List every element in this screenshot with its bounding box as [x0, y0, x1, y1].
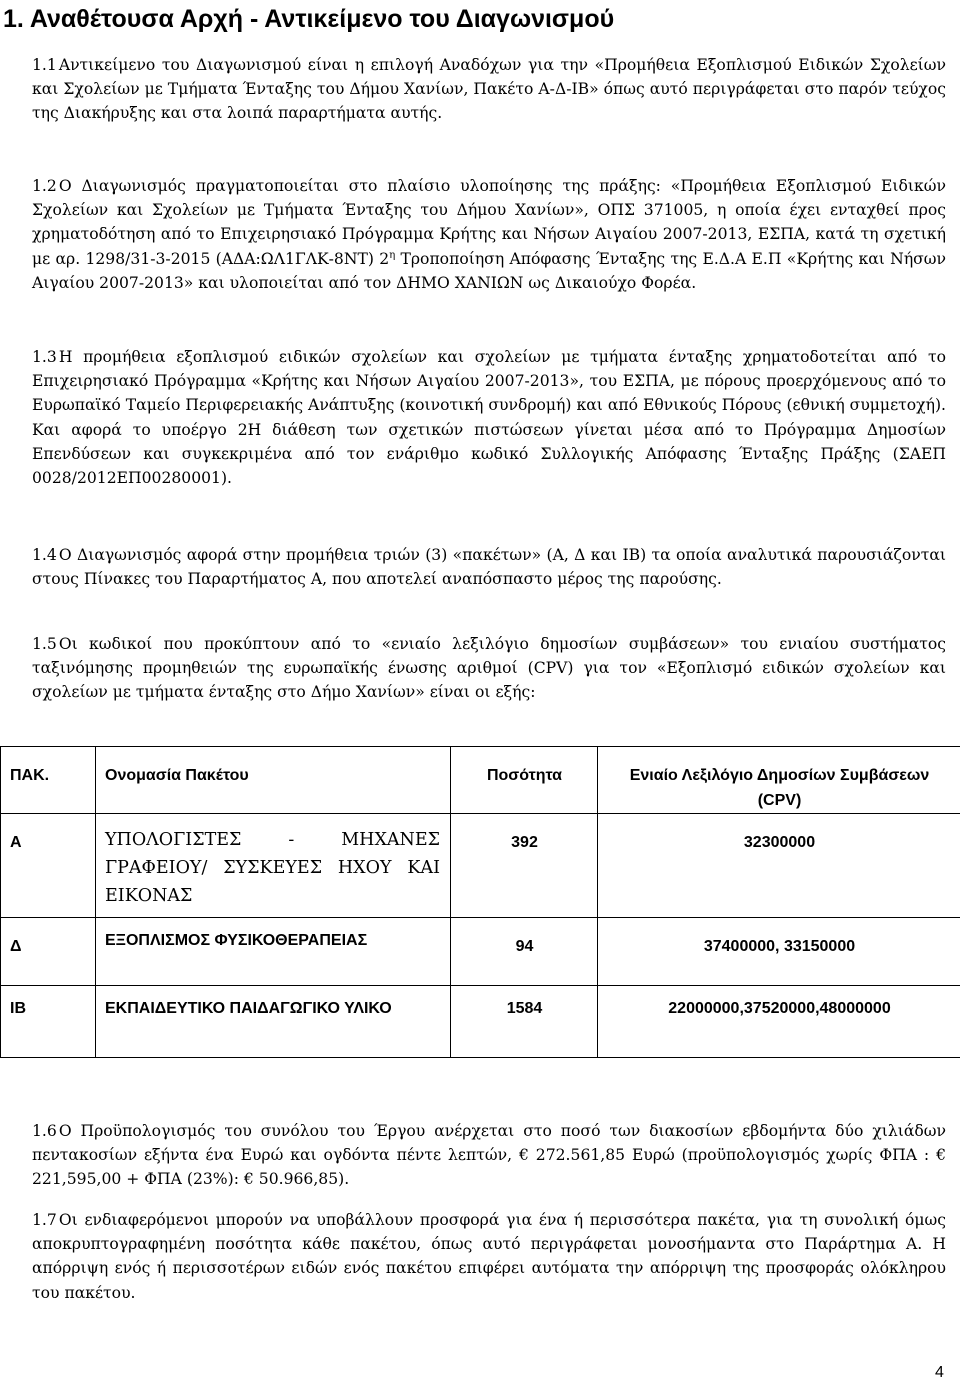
section-title: 1. Αναθέτουσα Αρχή - Αντικείμενο του Διαγωνισμού [3, 5, 615, 33]
paragraph-number: 1.1 [32, 56, 57, 74]
cell-qty: 94 [451, 918, 598, 986]
cell-qty: 392 [451, 814, 598, 918]
paragraph-number: 1.2 [32, 177, 57, 195]
cell-cpv: 37400000, 33150000 [598, 918, 960, 986]
paragraph-number: 1.4 [32, 546, 57, 564]
cell-pak: ΙΒ [1, 986, 96, 1058]
paragraph-text: Οι κωδικοί που προκύπτουν από το «ενιαίο λεξιλόγιο δημοσίων συμβάσεων» του ενιαίου συστήματος ταξινόμησης προμηθειών της ευρωπαϊκής ένωσης αριθμοί (CPV) για τον «Εξοπλισμό ειδικών σχολείων και σχολείων με τμήματα ένταξης στο Δήμο Χανίων» είναι οι εξής: [32, 635, 946, 702]
cpv-table [0, 746, 960, 1058]
paragraph-1-3 [32, 345, 946, 490]
cell-name: ΥΠΟΛΟΓΙΣΤΕΣ - ΜΗΧΑΝΕΣ ΓΡΑΦΕΙΟΥ/ ΣΥΣΚΕΥΕΣ ΗΧΟΥ ΚΑΙ ΕΙΚΟΝΑΣ [96, 814, 451, 918]
paragraph-number: 1.3 [32, 348, 57, 366]
cell-pak: Α [1, 814, 96, 918]
cell-name: ΕΞΟΠΛΙΣΜΟΣ ΦΥΣΙΚΟΘΕΡΑΠΕΙΑΣ [96, 918, 451, 986]
cell-cpv: 32300000 [598, 814, 960, 918]
paragraph-number: 1.5 [32, 635, 57, 653]
superscript: η [389, 249, 396, 261]
paragraph-1-5 [32, 632, 946, 705]
table-row [1, 814, 960, 918]
paragraph-1-2 [32, 174, 946, 295]
paragraph-1-6 [32, 1119, 946, 1192]
paragraph-text: Αντικείμενο του Διαγωνισμού είναι η επιλογή Αναδόχων για την «Προμήθεια Εξοπλισμού Ειδικών Σχολείων και Σχολείων με Τμήματα Ένταξης του Δήμου Χανίων, Πακέτο Α-Δ-ΙΒ» όπως αυτό περιγράφεται στο παρόν τεύχος της Διακήρυξης και στα λοιπά παραρτήματα αυτής. [32, 56, 946, 123]
paragraph-text: Οι ενδιαφερόμενοι μπορούν να υποβάλλουν προσφορά για ένα ή περισσότερα πακέτα, για τη συνολική όμως αποκρυπτογραφημένη ποσότητα κάθε πακέτου, όπως αυτό περιγράφεται μονοσήμαντα στο Παράρτημα Α. Η απόρριψη ενός ή περισσοτέρων ειδών ενός πακέτου επιφέρει αυτόματα την απόρριψη της προσφοράς ολόκληρου του πακέτου. [32, 1211, 946, 1302]
table-header-row [1, 747, 960, 814]
cell-pak: Δ [1, 918, 96, 986]
paragraph-number: 1.6 [32, 1122, 57, 1140]
paragraph-text: Η προμήθεια εξοπλισμού ειδικών σχολείων και σχολείων με τμήματα ένταξης χρηματοδοτείται από το Επιχειρησιακό Πρόγραμμα «Κρήτης και Νήσων Αιγαίου 2007-2013», του ΕΣΠΑ, με πόρους προερχόμενους από το Ευρωπαϊκό Ταμείο Περιφερειακής Ανάπτυξης (κοινοτική συνδρομή) και από Εθνικούς Πόρους (εθνική συμμετοχή). Και αφορά το υποέργο 2Η διάθεση των σχετικών πιστώσεων γίνεται μέσα από το Πρόγραμμα Δημοσίων Επενδύσεων και συγκεκριμένα από τον ενάριθμο κωδικό Συλλογικής Απόφασης Ένταξης Πράξης (ΣΑΕΠ 0028/2012ΕΠ00280001). [32, 348, 946, 488]
header-name: Ονομασία Πακέτου [96, 747, 451, 814]
paragraph-1-4 [32, 543, 946, 591]
cell-cpv: 22000000,37520000,48000000 [598, 986, 960, 1058]
cell-name: ΕΚΠΑΙΔΕΥΤΙΚΟ ΠΑΙΔΑΓΩΓΙΚΟ ΥΛΙΚΟ [96, 986, 451, 1058]
header-cpv: Ενιαίο Λεξιλόγιο Δημοσίων Συμβάσεων (CPV) [598, 747, 960, 814]
paragraph-text: Ο Διαγωνισμός αφορά στην προμήθεια τριών (3) «πακέτων» (Α, Δ και ΙΒ) τα οποία αναλυτικά παρουσιάζονται στους Πίνακες του Παραρτήματος Α, που αποτελεί αναπόσπαστο μέρος της παρούσης. [32, 546, 946, 589]
paragraph-1-1 [32, 53, 946, 126]
cell-qty: 1584 [451, 986, 598, 1058]
page-number: 4 [935, 1364, 944, 1381]
paragraph-text: Ο Προϋπολογισμός του συνόλου του Έργου ανέρχεται στο ποσό των διακοσίων εβδομήντα δύο χιλιάδων πεντακοσίων εξήντα ένα Ευρώ και ογδόντα πέντε λεπτών, € 272.561,85 Ευρώ (προϋπολογισμός χωρίς ΦΠΑ : € 221,595,00 + ΦΠΑ (23%): € 50.966,85). [32, 1122, 946, 1189]
header-pak: ΠΑΚ. [1, 747, 96, 814]
paragraph-text: Ο Διαγωνισμός πραγματοποιείται στο πλαίσιο υλοποίησης της πράξης: «Προμήθεια Εξοπλισμού Ειδικών Σχολείων και Σχολείων με Τμήματα Ένταξης του Δήμου Χανίων», ΟΠΣ 371005, η οποία έχει ενταχθεί προς χρηματοδότηση από το Επιχειρησιακό Πρόγραμμα Κρήτης και Νήσων Αιγαίου 2007-2013, ΕΣΠΑ, κατά τη σχετική με αρ. 1298/31-3-2015 (ΑΔΑ:ΩΛ1ΓΛΚ-8ΝΤ) 2 [32, 177, 946, 268]
paragraph-number: 1.7 [32, 1211, 57, 1229]
table-row [1, 986, 960, 1058]
paragraph-text-cont: Τροποποίηση Απόφασης Ένταξης της Ε.Δ.Α Ε.Π «Κρήτης και Νήσων Αιγαίου 2007-2013» και υλοποιείται από τον ΔΗΜΟ ΧΑΝΙΩΝ ως Δικαιούχο Φορέα. [32, 249, 946, 292]
paragraph-1-7 [32, 1208, 946, 1305]
header-qty: Ποσότητα [451, 747, 598, 814]
table-row [1, 918, 960, 986]
